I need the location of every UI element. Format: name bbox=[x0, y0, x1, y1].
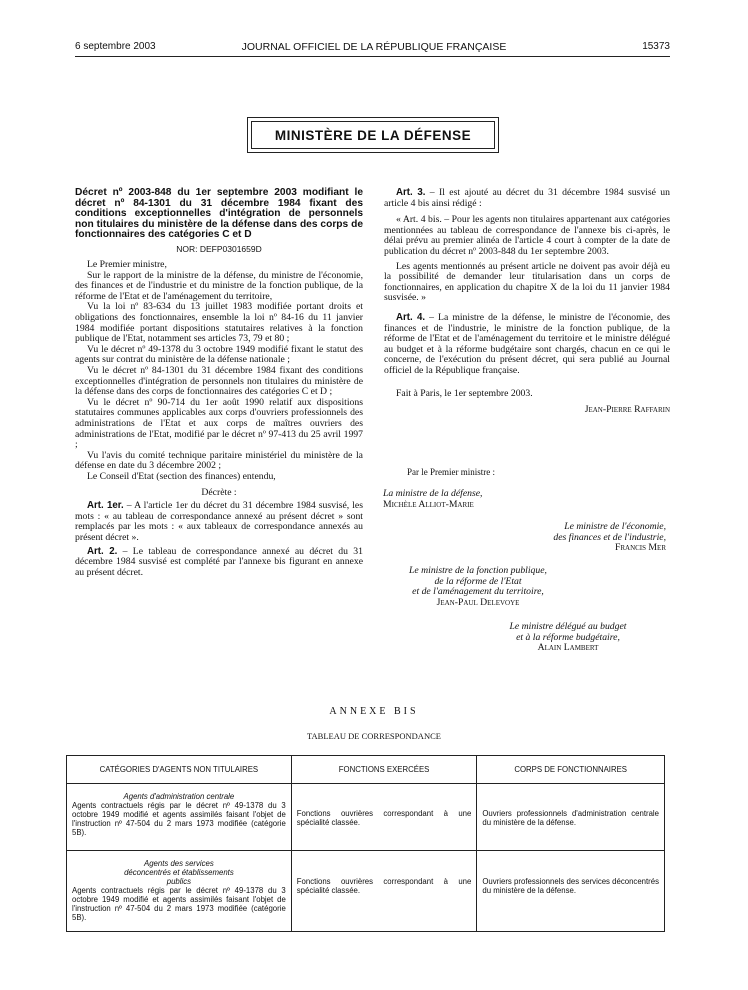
corps-text: Ouvriers professionnels d'administration centrale du ministère de la défense. bbox=[482, 809, 659, 827]
header-journal-title: JOURNAL OFFICIEL DE LA RÉPUBLIQUE FRANÇAISE bbox=[241, 41, 507, 53]
article-2 bbox=[75, 547, 363, 579]
sig-economy-role: des finances et de l'industrie, bbox=[553, 531, 666, 543]
category-cell bbox=[67, 851, 292, 932]
prime-minister-name: Jean-Pierre Raffarin bbox=[584, 404, 670, 416]
header-rule bbox=[75, 56, 670, 57]
sig-budget-name: Alain Lambert bbox=[537, 642, 599, 654]
annexe-title: ANNEXE BIS bbox=[329, 706, 419, 717]
header-date: 6 septembre 2003 bbox=[75, 41, 156, 52]
preamble-line: Vu la loi nº 83-634 du 13 juillet 1983 modifiée portant droits et obligations des fonctionnaires, ensemble la loi nº 84-16 du 11 janvier 1984 modifiée portant dispositions statutaires relatives à la fonction publique de l'Etat, notamment ses articles 73, 79 et 80 ; bbox=[75, 301, 363, 345]
category-title: Agents d'administration centrale bbox=[123, 792, 235, 801]
ministry-box bbox=[247, 117, 499, 153]
preamble-line: Vu le décret nº 90-714 du 1er août 1990 relatif aux dispositions statutaires communes applicables aux corps d'ouvriers professionnels des administrations de l'Etat et aux corps de maîtres ouvriers des administrations de l'Etat, modifié par le décret nº 97-413 du 25 avril 1997 ; bbox=[75, 396, 363, 451]
column-header: FONCTIONS EXERCÉES bbox=[291, 756, 477, 784]
article-3-label: Art. 3. bbox=[396, 187, 426, 198]
column-header: CATÉGORIES D'AGENTS NON TITULAIRES bbox=[67, 756, 292, 784]
done-at: Fait à Paris, le 1er septembre 2003. bbox=[396, 387, 533, 399]
preamble-line: Sur le rapport de la ministre de la défense, du ministre de l'économie, des finances et de l'industrie et du ministre de la fonction publique, de la réforme de l'Etat et de l'aménagement du territoire, bbox=[75, 269, 363, 302]
article-2-text: – Le tableau de correspondance annexé au décret du 31 décembre 1984 susvisé est complété par l'annexe bis figurant en annexe au présent décret. bbox=[75, 545, 363, 578]
functions-cell bbox=[291, 851, 477, 932]
preamble-line: Vu l'avis du comité technique paritaire ministériel du ministère de la défense en date du 3 décembre 2002 ; bbox=[75, 449, 363, 472]
article-1 bbox=[75, 501, 363, 543]
sig-public-service-role: Le ministre de la fonction publique, bbox=[409, 565, 547, 576]
article-4bis-paragraph: Les agents mentionnés au présent article ne doivent pas avoir déjà eu la possibilité de demander leur titularisation dans un corps de fonctionnaires, en application du chapitre X de la loi du 11 janvier 1984 susvisée. » bbox=[384, 260, 670, 304]
right-column bbox=[384, 188, 670, 416]
article-4-label: Art. 4. bbox=[396, 311, 426, 323]
decrete: Décrète : bbox=[201, 486, 237, 498]
signature-budget bbox=[470, 622, 666, 654]
sig-budget-role: Le ministre délégué au budget bbox=[509, 621, 627, 632]
article-1-label: Art. 1er. bbox=[87, 500, 124, 512]
functions-text: Fonctions ouvrières correspondant à une spécialité classée. bbox=[296, 809, 472, 827]
preamble-line: Le Premier ministre, bbox=[87, 259, 167, 271]
signature-defense bbox=[383, 489, 583, 510]
preamble-line: Le Conseil d'Etat (section des finances) entendu, bbox=[87, 470, 276, 482]
decree-nor: NOR: DEFP0301659D bbox=[176, 243, 262, 254]
category-text: Agents contractuels régis par le décret nº 49-1378 du 3 octobre 1949 modifié et agents assimilés faisant l'objet de l'instruction nº 47-504 du 2 mars 1973 modifiée (catégorie 5B). bbox=[72, 886, 286, 922]
article-4 bbox=[384, 313, 670, 377]
category-text: Agents contractuels régis par le décret nº 49-1378 du 3 octobre 1949 modifié et agents assimilés faisant l'objet de l'instruction nº 47-504 du 2 mars 1973 modifiée (catégorie 5B). bbox=[72, 801, 286, 837]
article-1-text: – A l'article 1er du décret du 31 décembre 1984 susvisé, les mots : « au tableau de correspondance annexé au présent décret » sont remplacés par les mots : « aux tableaux de correspondance annexés au présent décret ». bbox=[75, 500, 364, 543]
left-column bbox=[75, 188, 363, 578]
corps-cell bbox=[477, 784, 665, 851]
correspondence-table bbox=[66, 755, 665, 932]
article-4-text: – La ministre de la défense, le ministre de l'économie, des finances et de l'industrie, le ministre de la fonction publique, de la réforme de l'Etat et de l'aménagement du territoire et le ministre délégué au budget et à la réforme budgétaire sont chargés, chacun en ce qui le concerne, de l'exécution du présent décret, qui sera publié au Journal officiel de la République française. bbox=[384, 311, 670, 376]
article-2-label: Art. 2. bbox=[87, 545, 118, 557]
decree-title: Décret nº 2003-848 du 1er septembre 2003 modifiant le décret nº 84-1301 du 31 décembre 1984 fixant des conditions exceptionnelles d'intégration de personnels non titulaires du ministère de la défense dans des corps de fonctionnaires des catégories C et D bbox=[75, 187, 363, 240]
by-prime-minister: Par le Premier ministre : bbox=[407, 467, 495, 477]
header-page-number: 15373 bbox=[642, 41, 670, 52]
table-header-row bbox=[67, 756, 665, 784]
sig-economy-role: Le ministre de l'économie, bbox=[564, 521, 666, 532]
corps-text: Ouvriers professionnels des services déconcentrés du ministère de la défense. bbox=[482, 877, 659, 895]
sig-economy-name: Francis Mer bbox=[614, 542, 666, 554]
table-row bbox=[67, 851, 665, 932]
annexe-subtitle: TABLEAU DE CORRESPONDANCE bbox=[307, 731, 441, 741]
sig-budget-role: et à la réforme budgétaire, bbox=[516, 631, 620, 643]
sig-defense-role: La ministre de la défense, bbox=[383, 488, 483, 499]
column-header: CORPS DE FONCTIONNAIRES bbox=[477, 756, 665, 784]
signature-economy bbox=[470, 522, 666, 554]
functions-text: Fonctions ouvrières correspondant à une spécialité classée. bbox=[296, 877, 472, 895]
corps-cell bbox=[477, 851, 665, 932]
sig-public-service-name: Jean-Paul Delevoye bbox=[436, 596, 520, 608]
functions-cell bbox=[291, 784, 477, 851]
sig-defense-name: Michèle Alliot-Marie bbox=[383, 498, 474, 510]
article-3 bbox=[384, 188, 670, 209]
preamble-line: Vu le décret nº 49-1378 du 3 octobre 1949 modifié fixant le statut des agents sur contrat du ministère de la défense nationale ; bbox=[75, 343, 363, 366]
ministry-title: MINISTÈRE DE LA DÉFENSE bbox=[251, 121, 495, 149]
table-row bbox=[67, 784, 665, 851]
sig-public-service-role: et de l'aménagement du territoire, bbox=[412, 586, 544, 598]
category-cell bbox=[67, 784, 292, 851]
category-title: Agents des services déconcentrés et établissements publics bbox=[124, 859, 234, 886]
article-3-text: – Il est ajouté au décret du 31 décembre 1984 susvisé un article 4 bis ainsi rédigé : bbox=[384, 187, 670, 209]
article-4bis-paragraph: « Art. 4 bis. – Pour les agents non titulaires appartenant aux catégories mentionnées au tableau de correspondance de l'annexe bis ci-après, le délai prévu au premier alinéa de l'article 4 court à compter de la date de publication du décret nº 2003-848 du 1er septembre 2003. bbox=[384, 214, 670, 257]
sig-public-service-role: de la réforme de l'Etat bbox=[434, 575, 522, 587]
signature-public-service bbox=[383, 566, 573, 608]
preamble-line: Vu le décret nº 84-1301 du 31 décembre 1984 fixant des conditions exceptionnelles d'intégration de personnels non titulaires du ministère de la défense dans des corps de fonctionnaires des catégories C et D ; bbox=[75, 365, 363, 398]
